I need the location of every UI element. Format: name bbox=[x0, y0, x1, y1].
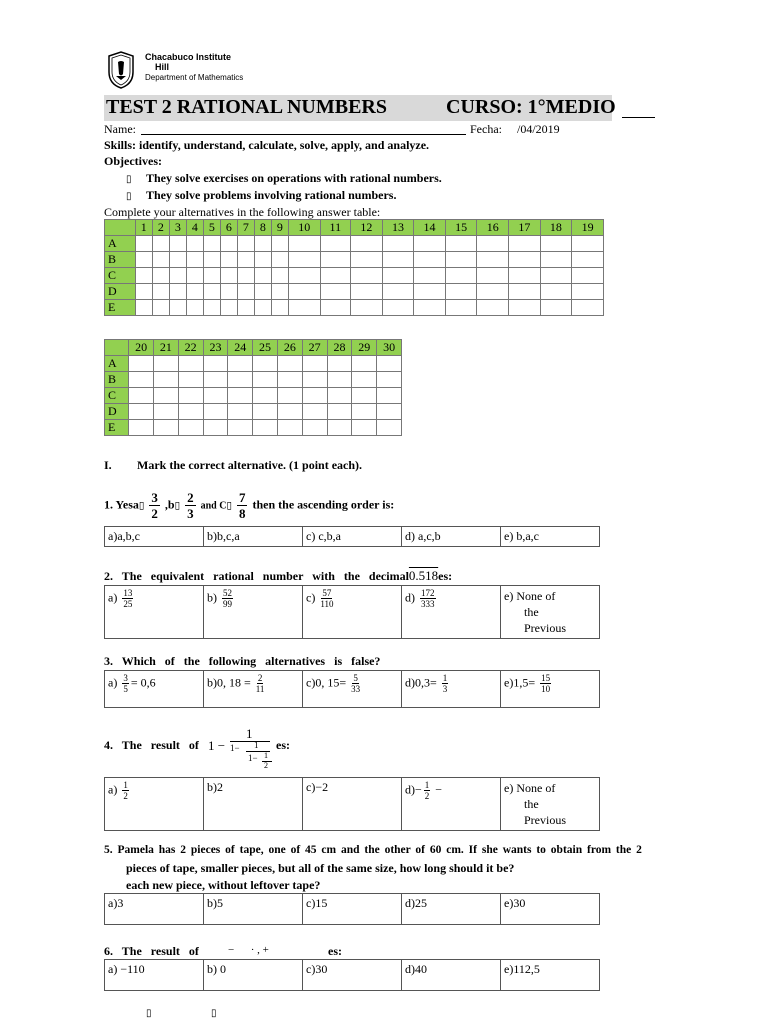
answer-cell[interactable] bbox=[288, 268, 320, 284]
option-a[interactable]: a) $\frac{13}{25}$ bbox=[105, 586, 204, 639]
option-b[interactable]: b)2 bbox=[204, 778, 303, 831]
answer-cell[interactable] bbox=[203, 404, 228, 420]
q6-options bbox=[104, 959, 600, 991]
answer-cell[interactable] bbox=[228, 388, 253, 404]
answer-table-col-header: 12 bbox=[351, 220, 383, 236]
option-e[interactable]: e) b,a,c bbox=[501, 527, 600, 547]
answer-cell[interactable] bbox=[277, 388, 302, 404]
question-2: 2. The equivalent rational number with the decimal0.518es: bbox=[104, 568, 453, 583]
answer-cell[interactable] bbox=[228, 420, 253, 436]
answer-table-corner bbox=[105, 340, 129, 356]
answer-cell[interactable] bbox=[203, 420, 228, 436]
answer-table-corner bbox=[105, 220, 136, 236]
option-c[interactable]: c)30 bbox=[303, 960, 402, 991]
question-6: 6. The result of bbox=[104, 944, 199, 958]
objective-item: ▯ They solve problems involving rational numbers. bbox=[126, 188, 397, 202]
question-5-line2: pieces of tape, smaller pieces, but all of the same size, how long should it be? bbox=[126, 861, 515, 875]
answer-cell[interactable] bbox=[271, 284, 288, 300]
answer-cell[interactable] bbox=[186, 236, 203, 252]
answer-cell[interactable] bbox=[382, 268, 414, 284]
answer-cell[interactable] bbox=[572, 268, 604, 284]
name-blank-line[interactable] bbox=[141, 134, 466, 135]
answer-cell[interactable] bbox=[352, 356, 377, 372]
answer-cell[interactable] bbox=[382, 252, 414, 268]
answer-cell[interactable] bbox=[253, 372, 278, 388]
option-e[interactable]: e)30 bbox=[501, 894, 600, 925]
answer-table-header-row bbox=[105, 340, 402, 356]
answer-cell[interactable] bbox=[477, 300, 509, 316]
q4-continued-fraction: 1 − 1 1− 1 1− 1 2 bbox=[208, 726, 298, 774]
answer-cell[interactable] bbox=[178, 388, 203, 404]
answer-cell[interactable] bbox=[237, 300, 254, 316]
answer-cell[interactable] bbox=[509, 252, 541, 268]
answer-table-col-header: 7 bbox=[237, 220, 254, 236]
option-c[interactable]: c) $\frac{57}{110}$ bbox=[303, 586, 402, 639]
answer-cell[interactable] bbox=[351, 252, 383, 268]
answer-table-row-letter: E bbox=[105, 420, 129, 436]
option-d[interactable]: d) $\frac{172}{333}$ bbox=[402, 586, 501, 639]
answer-table-row bbox=[105, 420, 402, 436]
answer-cell[interactable] bbox=[540, 284, 572, 300]
answer-table-row-letter: C bbox=[105, 268, 136, 284]
answer-cell[interactable] bbox=[288, 300, 320, 316]
answer-table-col-header: 5 bbox=[203, 220, 220, 236]
q1-options bbox=[104, 526, 600, 547]
answer-cell[interactable] bbox=[477, 236, 509, 252]
answer-table-col-header: 24 bbox=[228, 340, 253, 356]
answer-cell[interactable] bbox=[540, 268, 572, 284]
date-label: Fecha: bbox=[470, 122, 502, 136]
answer-cell[interactable] bbox=[237, 236, 254, 252]
answer-cell[interactable] bbox=[254, 284, 271, 300]
answer-table-row-letter: D bbox=[105, 284, 136, 300]
school-name: Chacabuco Institute bbox=[145, 52, 232, 62]
q2-options bbox=[104, 585, 600, 639]
option-c[interactable]: c)15 bbox=[303, 894, 402, 925]
answer-cell[interactable] bbox=[237, 268, 254, 284]
answer-cell[interactable] bbox=[414, 300, 446, 316]
answer-cell[interactable] bbox=[135, 236, 152, 252]
answer-cell[interactable] bbox=[414, 236, 446, 252]
answer-cell[interactable] bbox=[477, 268, 509, 284]
answer-cell[interactable] bbox=[152, 300, 169, 316]
answer-cell[interactable] bbox=[254, 252, 271, 268]
answer-cell[interactable] bbox=[351, 268, 383, 284]
answer-cell[interactable] bbox=[203, 356, 228, 372]
answer-table-row bbox=[105, 300, 604, 316]
skills-text: Skills: identify, understand, calculate, solve, apply, and analyze. bbox=[104, 138, 430, 152]
option-e[interactable]: e) None of the Previous bbox=[501, 778, 600, 831]
answer-cell[interactable] bbox=[254, 300, 271, 316]
answer-cell[interactable] bbox=[153, 356, 178, 372]
option-e[interactable]: e)1,5= $\frac{15}{10}$ bbox=[501, 671, 600, 708]
answer-cell[interactable] bbox=[327, 420, 352, 436]
answer-cell[interactable] bbox=[129, 404, 154, 420]
answer-cell[interactable] bbox=[277, 372, 302, 388]
answer-cell[interactable] bbox=[302, 372, 327, 388]
answer-cell[interactable] bbox=[351, 300, 383, 316]
answer-cell[interactable] bbox=[320, 236, 351, 252]
school-name-line2: Hill bbox=[155, 62, 170, 72]
glyph-icon: ▯ bbox=[146, 1008, 152, 1019]
answer-table-row bbox=[105, 252, 604, 268]
test-title: TEST 2 RATIONAL NUMBERS bbox=[106, 96, 387, 118]
answer-cell[interactable] bbox=[572, 252, 604, 268]
answer-table-col-header: 19 bbox=[572, 220, 604, 236]
answer-cell[interactable] bbox=[302, 420, 327, 436]
answer-cell[interactable] bbox=[445, 252, 477, 268]
answer-cell[interactable] bbox=[271, 236, 288, 252]
answer-cell[interactable] bbox=[320, 284, 351, 300]
answer-cell[interactable] bbox=[477, 252, 509, 268]
option-b[interactable]: b) 0 bbox=[204, 960, 303, 991]
option-d[interactable]: d)− $\frac{1}{2}$ − bbox=[402, 778, 501, 831]
answer-cell[interactable] bbox=[152, 252, 169, 268]
answer-cell[interactable] bbox=[445, 268, 477, 284]
option-d[interactable]: d) a,c,b bbox=[402, 527, 501, 547]
glyph-icon: ▯ bbox=[211, 1008, 217, 1019]
answer-table-row-letter: C bbox=[105, 388, 129, 404]
answer-cell[interactable] bbox=[382, 300, 414, 316]
answer-cell[interactable] bbox=[135, 268, 152, 284]
answer-table-row-letter: E bbox=[105, 300, 136, 316]
option-b[interactable]: b)0, 18 = $\frac{2}{11}$ bbox=[204, 671, 303, 708]
answer-table-row bbox=[105, 356, 402, 372]
answer-cell[interactable] bbox=[351, 284, 383, 300]
answer-table-col-header: 8 bbox=[254, 220, 271, 236]
answer-table-row-letter: B bbox=[105, 372, 129, 388]
bullet-icon: ▯ bbox=[126, 174, 132, 185]
answer-cell[interactable] bbox=[382, 236, 414, 252]
answer-table-col-header: 4 bbox=[186, 220, 203, 236]
answer-cell[interactable] bbox=[203, 388, 228, 404]
answer-cell[interactable] bbox=[254, 268, 271, 284]
answer-table-col-header: 25 bbox=[253, 340, 278, 356]
answer-cell[interactable] bbox=[288, 284, 320, 300]
answer-cell[interactable] bbox=[135, 252, 152, 268]
answer-cell[interactable] bbox=[237, 284, 254, 300]
answer-cell[interactable] bbox=[377, 404, 402, 420]
option-c[interactable]: c) c,b,a bbox=[303, 527, 402, 547]
answer-cell[interactable] bbox=[540, 252, 572, 268]
answer-table-col-header: 17 bbox=[509, 220, 541, 236]
question-1: 1. Yesa▯ $\frac{3}{2}$ ,b▯ $\frac{2}{3}$ and C▯ $\frac{7}{8}$ then the ascending order is: bbox=[104, 490, 395, 521]
answer-cell[interactable] bbox=[302, 388, 327, 404]
answer-table-row bbox=[105, 388, 402, 404]
answer-cell[interactable] bbox=[178, 356, 203, 372]
answer-cell[interactable] bbox=[153, 388, 178, 404]
answer-cell[interactable] bbox=[277, 420, 302, 436]
answer-table-col-header: 23 bbox=[203, 340, 228, 356]
answer-cell[interactable] bbox=[253, 420, 278, 436]
answer-cell[interactable] bbox=[203, 252, 220, 268]
answer-cell[interactable] bbox=[169, 268, 186, 284]
answer-cell[interactable] bbox=[414, 252, 446, 268]
answer-cell[interactable] bbox=[540, 300, 572, 316]
answer-cell[interactable] bbox=[253, 388, 278, 404]
answer-cell[interactable] bbox=[377, 372, 402, 388]
answer-cell[interactable] bbox=[153, 404, 178, 420]
answer-cell[interactable] bbox=[129, 356, 154, 372]
answer-cell[interactable] bbox=[414, 268, 446, 284]
answer-table-row bbox=[105, 268, 604, 284]
answer-cell[interactable] bbox=[320, 252, 351, 268]
answer-cell[interactable] bbox=[228, 372, 253, 388]
answer-cell[interactable] bbox=[271, 300, 288, 316]
answer-cell[interactable] bbox=[129, 388, 154, 404]
answer-table-row-letter: D bbox=[105, 404, 129, 420]
answer-cell[interactable] bbox=[152, 284, 169, 300]
bullet-icon: ▯ bbox=[126, 191, 132, 202]
answer-table-row-letter: B bbox=[105, 252, 136, 268]
answer-cell[interactable] bbox=[377, 356, 402, 372]
answer-table-1-19 bbox=[104, 219, 604, 316]
answer-cell[interactable] bbox=[271, 252, 288, 268]
answer-cell[interactable] bbox=[414, 284, 446, 300]
answer-cell[interactable] bbox=[135, 284, 152, 300]
answer-cell[interactable] bbox=[277, 356, 302, 372]
answer-cell[interactable] bbox=[169, 252, 186, 268]
answer-cell[interactable] bbox=[135, 300, 152, 316]
answer-cell[interactable] bbox=[572, 236, 604, 252]
answer-table-col-header: 2 bbox=[152, 220, 169, 236]
q4-options bbox=[104, 777, 600, 831]
answer-cell[interactable] bbox=[320, 268, 351, 284]
option-d[interactable]: d)40 bbox=[402, 960, 501, 991]
answer-cell[interactable] bbox=[253, 404, 278, 420]
objectives-label: Objectives: bbox=[104, 154, 162, 168]
section-instructions: Mark the correct alternative. (1 point each). bbox=[137, 458, 363, 472]
answer-cell[interactable] bbox=[352, 404, 377, 420]
department-name: Department of Mathematics bbox=[145, 73, 244, 82]
answer-cell[interactable] bbox=[477, 284, 509, 300]
answer-cell[interactable] bbox=[228, 404, 253, 420]
answer-table-col-header: 1 bbox=[135, 220, 152, 236]
answer-cell[interactable] bbox=[302, 356, 327, 372]
answer-table-row bbox=[105, 404, 402, 420]
answer-table-row-letter: A bbox=[105, 356, 129, 372]
q6-expression: − · , + bbox=[228, 944, 269, 956]
option-d[interactable]: d)25 bbox=[402, 894, 501, 925]
option-e[interactable]: e)112,5 bbox=[501, 960, 600, 991]
answer-cell[interactable] bbox=[203, 284, 220, 300]
answer-cell[interactable] bbox=[509, 236, 541, 252]
option-a[interactable]: a) $\frac{1}{2}$ bbox=[105, 778, 204, 831]
answer-cell[interactable] bbox=[237, 252, 254, 268]
answer-cell[interactable] bbox=[178, 372, 203, 388]
answer-cell[interactable] bbox=[220, 268, 237, 284]
q4-suffix: es: bbox=[276, 738, 290, 752]
answer-cell[interactable] bbox=[271, 268, 288, 284]
question-5: 5. Pamela has 2 pieces of tape, one of 45 cm and the other of 60 cm. If she wants to obtain from the 2 bbox=[104, 844, 642, 856]
answer-table-col-header: 13 bbox=[382, 220, 414, 236]
answer-cell[interactable] bbox=[153, 372, 178, 388]
date-value: /04/2019 bbox=[517, 122, 560, 136]
course-label: CURSO: 1°MEDIO bbox=[446, 96, 616, 118]
option-a[interactable]: a)a,b,c bbox=[105, 527, 204, 547]
answer-cell[interactable] bbox=[352, 420, 377, 436]
section-numeral: I. bbox=[104, 458, 112, 472]
answer-cell[interactable] bbox=[445, 300, 477, 316]
q3-options bbox=[104, 670, 600, 708]
answer-cell[interactable] bbox=[572, 284, 604, 300]
answer-cell[interactable] bbox=[178, 420, 203, 436]
answer-table-col-header: 11 bbox=[320, 220, 351, 236]
answer-table-col-header: 10 bbox=[288, 220, 320, 236]
answer-cell[interactable] bbox=[509, 300, 541, 316]
answer-cell[interactable] bbox=[220, 252, 237, 268]
option-d[interactable]: d)0,3= $\frac{1}{3}$ bbox=[402, 671, 501, 708]
answer-table-col-header: 30 bbox=[377, 340, 402, 356]
answer-table-col-header: 27 bbox=[302, 340, 327, 356]
answer-cell[interactable] bbox=[186, 300, 203, 316]
objective-item: ▯ They solve exercises on operations with rational numbers. bbox=[126, 171, 442, 185]
answer-cell[interactable] bbox=[203, 300, 220, 316]
answer-cell[interactable] bbox=[445, 284, 477, 300]
answer-table-row bbox=[105, 236, 604, 252]
answer-cell[interactable] bbox=[352, 372, 377, 388]
answer-cell[interactable] bbox=[288, 236, 320, 252]
q5-options bbox=[104, 893, 600, 925]
answer-cell[interactable] bbox=[540, 236, 572, 252]
answer-cell[interactable] bbox=[186, 252, 203, 268]
answer-cell[interactable] bbox=[382, 284, 414, 300]
option-e[interactable]: e) None of the Previous bbox=[501, 586, 600, 639]
answer-cell[interactable] bbox=[203, 372, 228, 388]
answer-table-col-header: 6 bbox=[220, 220, 237, 236]
name-label: Name: bbox=[104, 122, 136, 136]
answer-table-row-letter: A bbox=[105, 236, 136, 252]
option-c[interactable]: c)0, 15= $\frac{5}{33}$ bbox=[303, 671, 402, 708]
answer-cell[interactable] bbox=[377, 420, 402, 436]
answer-cell[interactable] bbox=[169, 236, 186, 252]
answer-cell[interactable] bbox=[129, 420, 154, 436]
answer-table-col-header: 16 bbox=[477, 220, 509, 236]
option-c[interactable]: c)−2 bbox=[303, 778, 402, 831]
answer-table-col-header: 26 bbox=[277, 340, 302, 356]
answer-table-header-row bbox=[105, 220, 604, 236]
answer-cell[interactable] bbox=[320, 300, 351, 316]
answer-cell[interactable] bbox=[169, 300, 186, 316]
answer-cell[interactable] bbox=[178, 404, 203, 420]
answer-cell[interactable] bbox=[203, 268, 220, 284]
answer-cell[interactable] bbox=[352, 388, 377, 404]
course-blank-line[interactable] bbox=[622, 117, 655, 118]
answer-table-col-header: 21 bbox=[153, 340, 178, 356]
option-b[interactable]: b)5 bbox=[204, 894, 303, 925]
answer-cell[interactable] bbox=[288, 252, 320, 268]
answer-cell[interactable] bbox=[327, 372, 352, 388]
option-b[interactable]: b)b,c,a bbox=[204, 527, 303, 547]
option-a[interactable]: a) $\frac{3}{5}$ = 0,6 bbox=[105, 671, 204, 708]
answer-table-col-header: 3 bbox=[169, 220, 186, 236]
answer-table-col-header: 22 bbox=[178, 340, 203, 356]
answer-cell[interactable] bbox=[153, 420, 178, 436]
option-a[interactable]: a) −110 bbox=[105, 960, 204, 991]
question-4: 4. The result of bbox=[104, 738, 199, 752]
answer-cell[interactable] bbox=[203, 236, 220, 252]
answer-cell[interactable] bbox=[277, 404, 302, 420]
answer-table-col-header: 20 bbox=[129, 340, 154, 356]
answer-cell[interactable] bbox=[327, 388, 352, 404]
answer-cell[interactable] bbox=[152, 268, 169, 284]
answer-cell[interactable] bbox=[327, 356, 352, 372]
answer-cell[interactable] bbox=[509, 284, 541, 300]
question-3: 3. Which of the following alternatives is false? bbox=[104, 654, 381, 668]
answer-table-col-header: 18 bbox=[540, 220, 572, 236]
answer-table-row bbox=[105, 372, 402, 388]
answer-cell[interactable] bbox=[129, 372, 154, 388]
school-crest-logo bbox=[105, 50, 137, 90]
answer-cell[interactable] bbox=[169, 284, 186, 300]
answer-cell[interactable] bbox=[186, 268, 203, 284]
answer-cell[interactable] bbox=[302, 404, 327, 420]
answer-table-col-header: 9 bbox=[271, 220, 288, 236]
answer-cell[interactable] bbox=[220, 284, 237, 300]
answer-cell[interactable] bbox=[253, 356, 278, 372]
answer-cell[interactable] bbox=[509, 268, 541, 284]
answer-table-col-header: 29 bbox=[352, 340, 377, 356]
answer-table-col-header: 28 bbox=[327, 340, 352, 356]
answer-cell[interactable] bbox=[220, 300, 237, 316]
option-a[interactable]: a)3 bbox=[105, 894, 204, 925]
option-b[interactable]: b) $\frac{52}{99}$ bbox=[204, 586, 303, 639]
answer-cell[interactable] bbox=[445, 236, 477, 252]
answer-cell[interactable] bbox=[254, 236, 271, 252]
answer-table-20-30 bbox=[104, 339, 402, 436]
answer-cell[interactable] bbox=[327, 404, 352, 420]
answer-cell[interactable] bbox=[572, 300, 604, 316]
answer-cell[interactable] bbox=[220, 236, 237, 252]
question-5-line3: each new piece, without leftover tape? bbox=[126, 878, 321, 892]
answer-cell[interactable] bbox=[186, 284, 203, 300]
answer-table-col-header: 14 bbox=[414, 220, 446, 236]
answer-cell[interactable] bbox=[152, 236, 169, 252]
q6-suffix: es: bbox=[328, 944, 342, 958]
answer-cell[interactable] bbox=[377, 388, 402, 404]
instructions-text: Complete your alternatives in the following answer table: bbox=[104, 205, 381, 219]
answer-table-col-header: 15 bbox=[445, 220, 477, 236]
answer-cell[interactable] bbox=[351, 236, 383, 252]
answer-table-row bbox=[105, 284, 604, 300]
answer-cell[interactable] bbox=[228, 356, 253, 372]
